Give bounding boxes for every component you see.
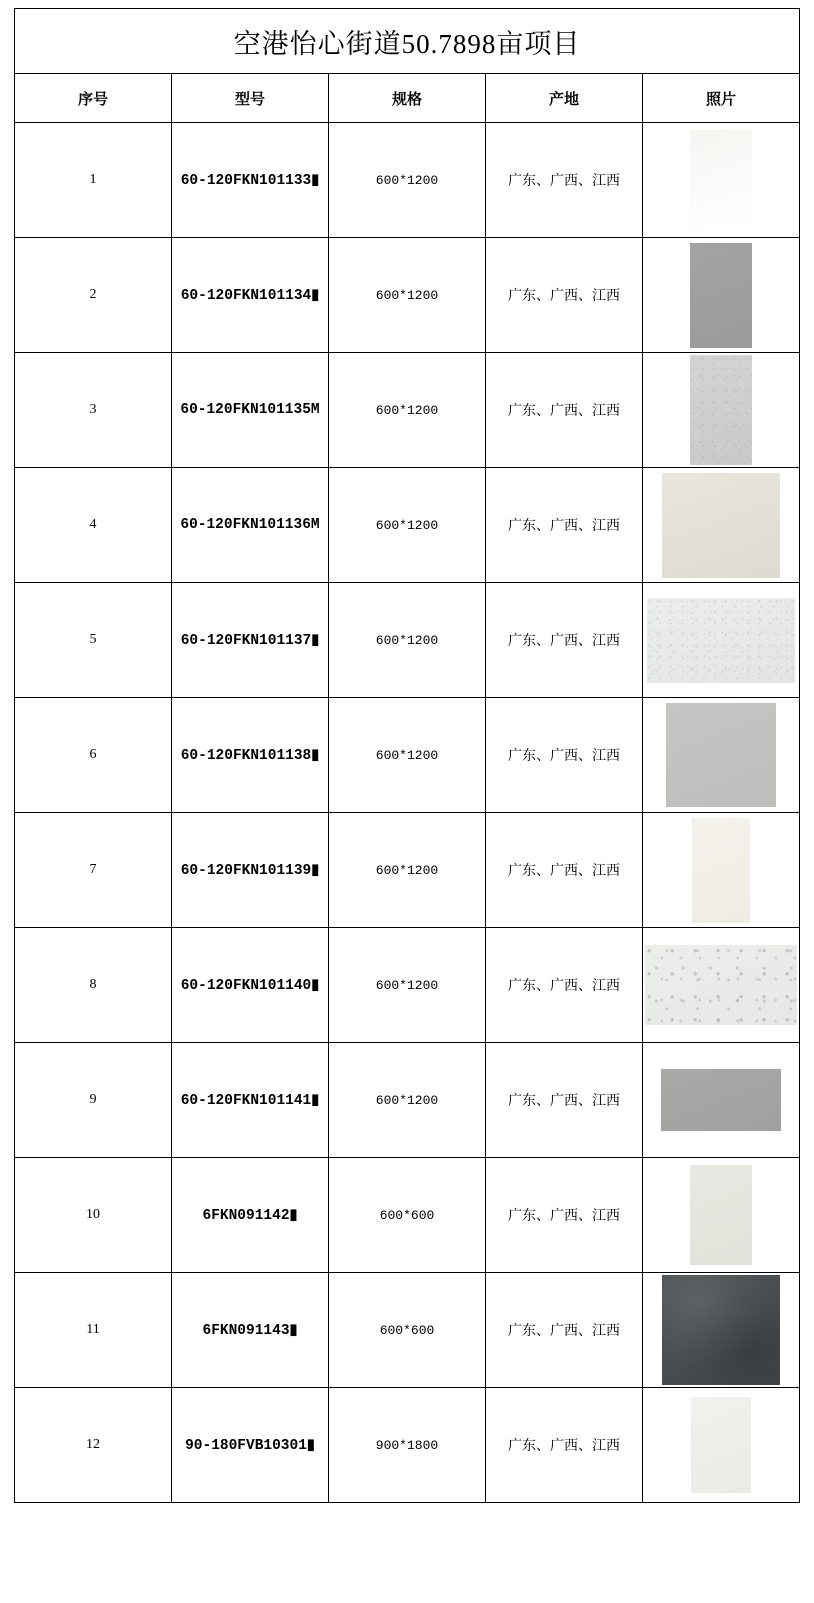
cell-spec: 600*1200 — [329, 583, 486, 698]
cell-origin: 广东、广西、江西 — [486, 123, 643, 238]
photo-wrapper — [643, 928, 799, 1042]
table-row — [15, 123, 800, 238]
cell-origin: 广东、广西、江西 — [486, 1273, 643, 1388]
cell-model: 60-120FKN101135M — [172, 353, 329, 468]
cell-index: 6 — [15, 698, 172, 813]
header-model: 型号 — [172, 74, 329, 123]
cell-model: 60-120FKN101141▮ — [172, 1043, 329, 1158]
cell-origin: 广东、广西、江西 — [486, 698, 643, 813]
cell-photo — [643, 698, 800, 813]
product-spec-table — [14, 8, 800, 1503]
table-row — [15, 238, 800, 353]
photo-wrapper — [643, 123, 799, 237]
table-row — [15, 1043, 800, 1158]
tile-swatch-1 — [690, 130, 752, 230]
cell-spec: 900*1800 — [329, 1388, 486, 1503]
cell-model: 60-120FKN101134▮ — [172, 238, 329, 353]
cell-spec: 600*1200 — [329, 928, 486, 1043]
tile-swatch-4 — [662, 473, 780, 578]
cell-index: 5 — [15, 583, 172, 698]
photo-wrapper — [643, 1043, 799, 1157]
cell-model: 6FKN091142▮ — [172, 1158, 329, 1273]
cell-model: 90-180FVB10301▮ — [172, 1388, 329, 1503]
cell-spec: 600*600 — [329, 1273, 486, 1388]
cell-index: 9 — [15, 1043, 172, 1158]
table-row — [15, 1158, 800, 1273]
tile-swatch-12 — [691, 1397, 751, 1493]
tile-swatch-10 — [690, 1165, 752, 1265]
cell-index: 12 — [15, 1388, 172, 1503]
header-photo: 照片 — [643, 74, 800, 123]
cell-photo — [643, 583, 800, 698]
photo-wrapper — [643, 813, 799, 927]
cell-origin: 广东、广西、江西 — [486, 1043, 643, 1158]
cell-photo — [643, 1273, 800, 1388]
tile-swatch-7 — [692, 818, 750, 923]
cell-index: 2 — [15, 238, 172, 353]
table-row — [15, 1273, 800, 1388]
table-row — [15, 468, 800, 583]
cell-photo — [643, 813, 800, 928]
photo-wrapper — [643, 1273, 799, 1387]
photo-wrapper — [643, 1388, 799, 1502]
cell-origin: 广东、广西、江西 — [486, 1158, 643, 1273]
photo-wrapper — [643, 583, 799, 697]
table-row — [15, 813, 800, 928]
photo-wrapper — [643, 468, 799, 582]
cell-index: 3 — [15, 353, 172, 468]
cell-spec: 600*1200 — [329, 123, 486, 238]
cell-photo — [643, 1158, 800, 1273]
cell-spec: 600*1200 — [329, 1043, 486, 1158]
tile-swatch-2 — [690, 243, 752, 348]
cell-origin: 广东、广西、江西 — [486, 1388, 643, 1503]
cell-model: 60-120FKN101139▮ — [172, 813, 329, 928]
document-page — [0, 8, 814, 1603]
tile-swatch-6 — [666, 703, 776, 807]
cell-model: 60-120FKN101136M — [172, 468, 329, 583]
cell-spec: 600*1200 — [329, 238, 486, 353]
cell-spec: 600*1200 — [329, 698, 486, 813]
tile-swatch-9 — [661, 1069, 781, 1131]
cell-index: 11 — [15, 1273, 172, 1388]
cell-origin: 广东、广西、江西 — [486, 353, 643, 468]
cell-origin: 广东、广西、江西 — [486, 813, 643, 928]
header-row — [15, 74, 800, 123]
table-row — [15, 928, 800, 1043]
cell-spec: 600*1200 — [329, 468, 486, 583]
table-body — [15, 9, 800, 1503]
cell-photo — [643, 468, 800, 583]
cell-index: 7 — [15, 813, 172, 928]
cell-index: 10 — [15, 1158, 172, 1273]
title-row — [15, 9, 800, 74]
tile-swatch-11 — [662, 1275, 780, 1385]
document-title: 空港怡心街道50.7898亩项目 — [15, 9, 800, 74]
cell-model: 60-120FKN101133▮ — [172, 123, 329, 238]
photo-wrapper — [643, 353, 799, 467]
tile-swatch-5 — [647, 598, 795, 683]
cell-spec: 600*1200 — [329, 813, 486, 928]
cell-index: 1 — [15, 123, 172, 238]
cell-index: 8 — [15, 928, 172, 1043]
cell-spec: 600*600 — [329, 1158, 486, 1273]
cell-photo — [643, 1388, 800, 1503]
header-origin: 产地 — [486, 74, 643, 123]
cell-model: 60-120FKN101140▮ — [172, 928, 329, 1043]
cell-model: 60-120FKN101138▮ — [172, 698, 329, 813]
cell-photo — [643, 123, 800, 238]
cell-photo — [643, 353, 800, 468]
cell-model: 60-120FKN101137▮ — [172, 583, 329, 698]
photo-wrapper — [643, 698, 799, 812]
cell-origin: 广东、广西、江西 — [486, 583, 643, 698]
table-row — [15, 1388, 800, 1503]
cell-origin: 广东、广西、江西 — [486, 928, 643, 1043]
photo-wrapper — [643, 238, 799, 352]
table-row — [15, 698, 800, 813]
cell-spec: 600*1200 — [329, 353, 486, 468]
cell-photo — [643, 1043, 800, 1158]
tile-swatch-8 — [645, 945, 797, 1025]
header-index: 序号 — [15, 74, 172, 123]
table-row — [15, 583, 800, 698]
cell-origin: 广东、广西、江西 — [486, 468, 643, 583]
table-row — [15, 353, 800, 468]
header-spec: 规格 — [329, 74, 486, 123]
cell-origin: 广东、广西、江西 — [486, 238, 643, 353]
tile-swatch-3 — [690, 355, 752, 465]
cell-photo — [643, 928, 800, 1043]
cell-index: 4 — [15, 468, 172, 583]
cell-photo — [643, 238, 800, 353]
photo-wrapper — [643, 1158, 799, 1272]
cell-model: 6FKN091143▮ — [172, 1273, 329, 1388]
